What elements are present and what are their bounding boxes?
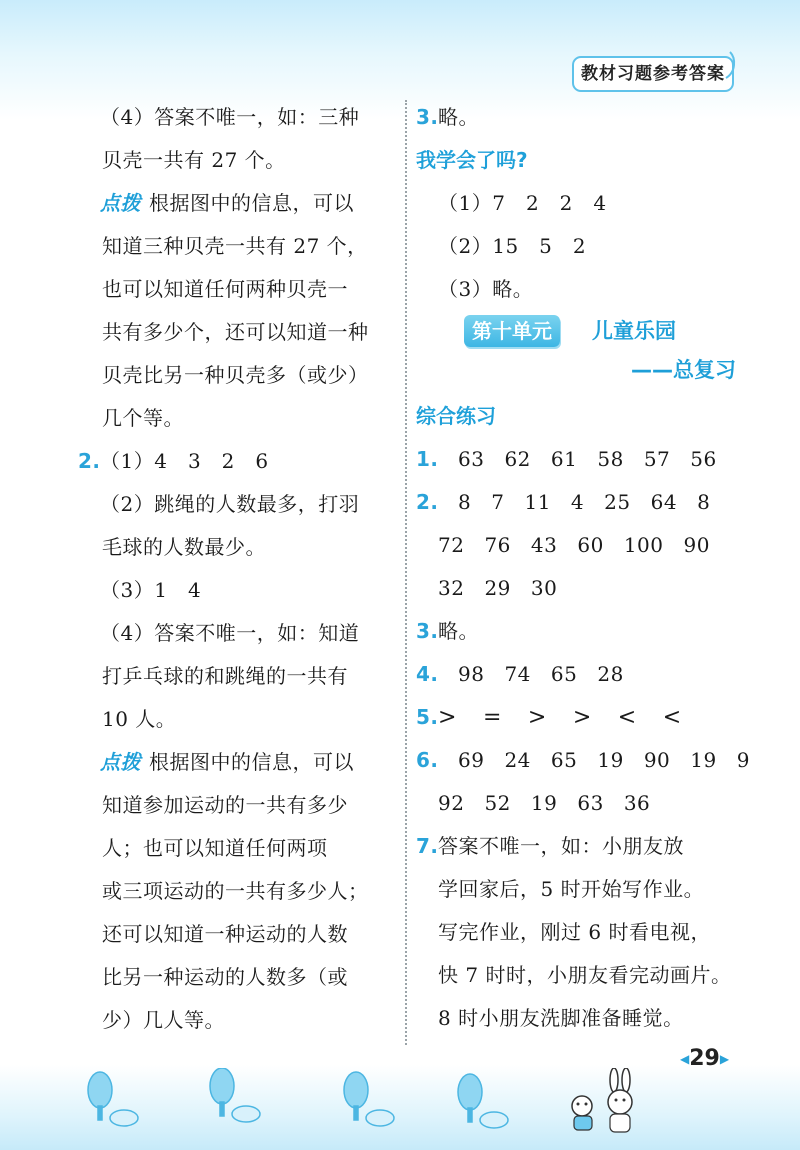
answer-1 <box>416 438 756 481</box>
answer-line: （3）略。 <box>438 277 534 301</box>
answer-text: 略。 <box>438 619 479 643</box>
value: 58 <box>597 447 624 471</box>
tip-text: 贝壳比另一种贝壳多（或少） <box>102 363 369 387</box>
tip-text: 人；也可以知道任何两项 <box>102 836 328 860</box>
question-number: 3. <box>416 105 439 129</box>
question-number: 1. <box>416 447 439 471</box>
tip-text: 也可以知道任何两种贝壳一 <box>102 277 348 301</box>
tip-text: 少）几人等。 <box>102 1008 225 1032</box>
answer-line: （2）15 5 2 <box>438 234 587 258</box>
page-number <box>680 1046 729 1071</box>
tree-icon <box>344 1072 394 1126</box>
value: 36 <box>623 791 651 815</box>
answer-line: 贝壳一共有 27 个。 <box>102 148 286 172</box>
answer-6 <box>416 739 756 782</box>
value: 74 <box>504 662 531 686</box>
answer-line: （3）1 4 <box>100 578 202 602</box>
answer-3 <box>416 96 756 139</box>
value: 57 <box>643 447 671 471</box>
answer-2-row <box>416 524 756 567</box>
tip-text: 几个等。 <box>102 406 184 430</box>
value: 19 <box>597 748 624 772</box>
value: 52 <box>484 791 511 815</box>
value: 24 <box>504 748 531 772</box>
answer-line: 打乒乓球的和跳绳的一共有 <box>102 664 348 688</box>
value: 90 <box>643 748 671 772</box>
tree-icon <box>88 1072 138 1126</box>
answer-6-row <box>416 782 756 825</box>
tip-text: 比另一种运动的人数多（或 <box>102 965 348 989</box>
value: 61 <box>550 447 578 471</box>
comparison-sign: < <box>617 705 637 730</box>
tip-text: 共有多少个，还可以知道一种 <box>102 320 369 344</box>
answer-4 <box>416 653 756 696</box>
value: 98 <box>458 662 485 686</box>
section-title: 我学会了吗? <box>416 148 528 172</box>
value: 56 <box>690 447 717 471</box>
value: 8 <box>697 490 711 514</box>
value: 92 <box>438 791 465 815</box>
value: 65 <box>550 748 578 772</box>
value: 76 <box>484 533 511 557</box>
value: 63 <box>577 791 604 815</box>
answer-line: 快 7 时时，小朋友看完动画片。 <box>438 963 732 987</box>
value: 19 <box>530 791 558 815</box>
comparison-sign: < <box>662 705 682 730</box>
question-number: 4. <box>416 662 439 686</box>
tip-label: 点拨 <box>100 750 141 774</box>
answer-line: 8 时小朋友洗脚准备睡觉。 <box>438 1006 684 1030</box>
cartoon-animals-icon <box>572 1068 632 1132</box>
tip-text: 或三项运动的一共有多少人； <box>102 879 369 903</box>
value: 64 <box>650 490 678 514</box>
value: 60 <box>577 533 604 557</box>
value: 4 <box>570 490 585 514</box>
answer-line: 写完作业，刚过 6 时看电视， <box>438 920 711 944</box>
comparison-sign: = <box>482 705 502 730</box>
tip-text: 根据图中的信息，可以 <box>149 750 354 774</box>
answer-2-row <box>416 567 756 610</box>
right-arrow-icon: ▶ <box>719 1052 730 1066</box>
value: 32 <box>438 576 465 600</box>
question-number: 2. <box>78 449 101 473</box>
tree-icon <box>210 1068 260 1122</box>
answer-2 <box>416 481 756 524</box>
unit-heading <box>416 311 756 353</box>
value: 69 <box>458 748 485 772</box>
comparison-sign: > <box>527 705 547 730</box>
question-2 <box>78 440 398 483</box>
question-number: 6. <box>416 748 439 772</box>
value: 19 <box>690 748 717 772</box>
value: 90 <box>683 533 710 557</box>
comparison-sign: > <box>572 705 592 730</box>
answer-line: （4）答案不唯一，如：三种 <box>100 105 360 129</box>
answer-line: （2）跳绳的人数最多，打羽 <box>100 492 360 516</box>
right-column <box>416 96 756 1040</box>
value: 62 <box>504 447 531 471</box>
page-number-text: 29 <box>689 1046 720 1071</box>
footer-decoration <box>80 1068 640 1140</box>
tip-label: 点拨 <box>100 191 141 215</box>
tip-text: 还可以知道一种运动的人数 <box>102 922 348 946</box>
left-column <box>78 96 398 1042</box>
question-number: 5. <box>416 705 439 729</box>
value: 72 <box>438 533 465 557</box>
tip-line <box>78 182 398 225</box>
answer-3b <box>416 610 756 653</box>
value: 28 <box>597 662 624 686</box>
value: 65 <box>550 662 578 686</box>
tip-text: 知道参加运动的一共有多少 <box>102 793 348 817</box>
value: 25 <box>604 490 631 514</box>
unit-title: 儿童乐园 <box>592 319 676 343</box>
value: 7 <box>491 490 505 514</box>
section-title: 综合练习 <box>416 404 496 428</box>
answer-line: （1）7 2 2 4 <box>438 191 607 215</box>
column-divider <box>405 100 407 1045</box>
value: 30 <box>530 576 558 600</box>
question-number: 3. <box>416 619 439 643</box>
answer-line: 毛球的人数最少。 <box>102 535 266 559</box>
left-arrow-icon: ◀ <box>680 1052 690 1066</box>
value: 8 <box>458 490 472 514</box>
value: 11 <box>524 490 551 514</box>
unit-badge: 第十单元 <box>464 315 560 347</box>
answer-line: （4）答案不唯一，如：知道 <box>100 621 360 645</box>
value: 43 <box>530 533 558 557</box>
question-number: 7. <box>416 834 439 858</box>
question-number: 2. <box>416 490 439 514</box>
answer-line: 10 人。 <box>102 707 177 731</box>
value: 29 <box>484 576 511 600</box>
answer-7 <box>416 825 756 868</box>
answer-text: 略。 <box>438 105 479 129</box>
tip-line <box>78 741 398 784</box>
value: 63 <box>458 447 485 471</box>
answer-line: 学回家后，5 时开始写作业。 <box>438 877 705 901</box>
value: 9 <box>736 748 750 772</box>
answer-text: 答案不唯一，如：小朋友放 <box>438 834 684 858</box>
value: 100 <box>623 533 664 557</box>
unit-subtitle: ——总复习 <box>631 358 736 382</box>
section-tab: 教材习题参考答案 <box>572 56 734 92</box>
tip-text: 知道三种贝壳一共有 27 个， <box>102 234 368 258</box>
tab-curl-decoration <box>724 50 740 80</box>
answer-text: （1）4 3 2 6 <box>100 449 269 473</box>
comparison-sign: > <box>438 705 457 730</box>
tip-text: 根据图中的信息，可以 <box>149 191 354 215</box>
tree-icon <box>458 1074 508 1128</box>
answer-5 <box>416 696 756 739</box>
